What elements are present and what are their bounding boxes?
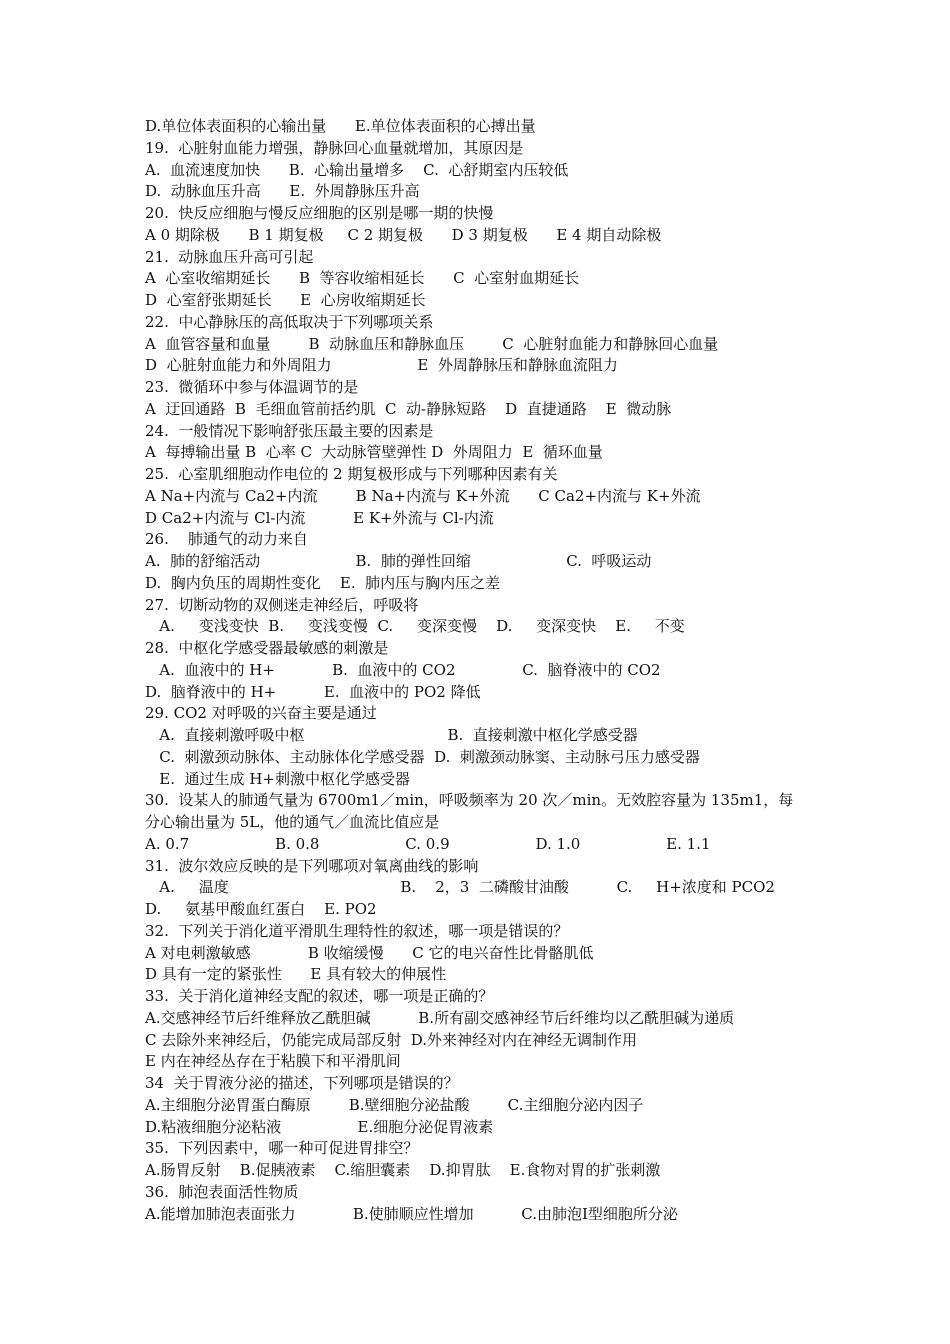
text-line: D. 氨基甲酸血红蛋白 E. PO2	[145, 900, 377, 918]
text-line: A.能增加肺泡表面张力 B.使肺顺应性增加 C.由肺泡Ⅰ型细胞所分泌	[145, 1204, 678, 1223]
text-line: 25. 心室肌细胞动作电位的 2 期复极形成与下列哪种因素有关	[145, 465, 558, 483]
text-line: A 血管容量和血量 B 动脉血压和静脉血压 C 心脏射血能力和静脉回心血量	[145, 334, 719, 353]
text-line: 31. 波尔效应反映的是下列哪项对氧离曲线的影响	[145, 856, 479, 875]
text-line: 26. 肺通气的动力来自	[145, 530, 308, 549]
text-line: A 每搏输出量 B 心率 C 大动脉管壁弹性 D 外周阻力 E 循环血量	[145, 443, 603, 462]
text-line: A Na+内流与 Ca2+内流 B Na+内流与 K+外流 C Ca2+内流与 K+外流	[145, 486, 701, 505]
text-line: 23. 微循环中参与体温调节的是	[145, 378, 359, 396]
text-line: D.单位体表面积的心输出量 E.单位体表面积的心搏出量	[145, 117, 536, 135]
text-line: A. 直接刺激呼吸中枢 B. 直接刺激中枢化学感受器	[145, 726, 638, 744]
text-line: A. 0.7 B. 0.8 C. 0.9 D. 1.0 E. 1.1	[145, 834, 711, 853]
text-line: A.肠胃反射 B.促胰液素 C.缩胆囊素 D.抑胃肽 E.食物对胃的扩张刺激	[145, 1161, 661, 1179]
text-line: A. 温度 B. 2，3 二磷酸甘油酸 C. H+浓度和 PCO2	[145, 878, 775, 897]
text-line: A 心室收缩期延长 B 等容收缩相延长 C 心室射血期延长	[145, 269, 580, 288]
text-line: D Ca2+内流与 Cl-内流 E K+外流与 Cl-内流	[145, 508, 494, 527]
text-line: C. 刺激颈动脉体、主动脉体化学感受器 D. 刺激颈动脉窦、主动脉弓压力感受器	[145, 747, 700, 766]
text-line: D 心室舒张期延长 E 心房收缩期延长	[145, 291, 426, 309]
text-line: D. 胸内负压的周期性变化 E. 肺内压与胸内压之差	[145, 573, 501, 592]
text-line: D 具有一定的紧张性 E 具有较大的伸展性	[145, 965, 447, 984]
text-line: 27. 切断动物的双侧迷走神经后，呼吸将	[145, 595, 419, 614]
text-line: 22. 中心静脉压的高低取决于下列哪项关系	[145, 312, 434, 331]
text-line: 36. 肺泡表面活性物质	[145, 1182, 299, 1201]
text-line: A. 血液中的 H+ B. 血液中的 CO2 C. 脑脊液中的 CO2	[145, 660, 661, 679]
text-line: 34 关于胃液分泌的描述，下列哪项是错误的？	[145, 1074, 459, 1092]
text-line: D. 脑脊液中的 H+ E. 血液中的 PO2 降低	[145, 682, 481, 701]
text-line: D.粘液细胞分泌粘液 E.细胞分泌促胃液素	[145, 1117, 494, 1136]
text-line: 30. 设某人的肺通气量为 6700m1／min，呼吸频率为 20 次／min。无效腔容量为 135m1，每	[145, 791, 794, 810]
text-line: A.主细胞分泌胃蛋白酶原 B.壁细胞分泌盐酸 C.主细胞分泌内因子	[145, 1095, 644, 1114]
text-line: E 内在神经丛存在于粘膜下和平滑肌间	[145, 1052, 401, 1071]
text-line: 21. 动脉血压升高可引起	[145, 247, 314, 266]
text-line: A. 血流速度加快 B. 心输出量增多 C. 心舒期室内压较低	[145, 160, 569, 179]
text-line: A. 肺的舒缩活动 B. 肺的弹性回缩 C. 呼吸运动	[145, 552, 652, 570]
text-line: A. 变浅变快 B. 变浅变慢 C. 变深变慢 D. 变深变快 E. 不变	[145, 617, 685, 636]
text-line: 19. 心脏射血能力增强，静脉回心血量就增加，其原因是	[145, 138, 524, 157]
text-line: 20. 快反应细胞与慢反应细胞的区别是哪一期的快慢	[145, 204, 494, 222]
text-line: D 心脏射血能力和外周阻力 E 外周静脉压和静脉血流阻力	[145, 356, 618, 375]
text-line: A.交感神经节后纤维释放乙酰胆碱 B.所有副交感神经节后纤维均以乙酰胆碱为递质	[145, 1008, 735, 1027]
text-line: A 0 期除极 B 1 期复极 C 2 期复极 D 3 期复极 E 4 期自动除极	[145, 225, 662, 244]
text-line: 35. 下列因素中，哪一种可促进胃排空？	[145, 1139, 419, 1158]
text-line: C 去除外来神经后，仍能完成局部反射 D.外来神经对内在神经无调制作用	[145, 1030, 638, 1049]
text-line: A 迂回通路 B 毛细血管前括约肌 C 动-静脉短路 D 直捷通路 E 微动脉	[145, 399, 672, 418]
document-body	[145, 116, 825, 1225]
text-line: 24. 一般情况下影响舒张压最主要的因素是	[145, 421, 434, 440]
text-line: 33. 关于消化道神经支配的叙述，哪一项是正确的？	[145, 987, 494, 1005]
text-line: 29. CO2 对呼吸的兴奋主要是通过	[145, 704, 377, 723]
text-line: 28. 中枢化学感受器最敏感的刺激是	[145, 639, 389, 657]
text-line: 32. 下列关于消化道平滑肌生理特性的叙述，哪一项是错误的？	[145, 921, 569, 940]
text-line: 分心输出量为 5L，他的通气／血流比值应是	[145, 813, 440, 831]
text-line: A 对电刺激敏感 B 收缩缓慢 C 它的电兴奋性比骨骼肌低	[145, 943, 594, 962]
text-line: E. 通过生成 H+刺激中枢化学感受器	[145, 769, 410, 788]
text-line: D. 动脉血压升高 E. 外周静脉压升高	[145, 182, 420, 201]
